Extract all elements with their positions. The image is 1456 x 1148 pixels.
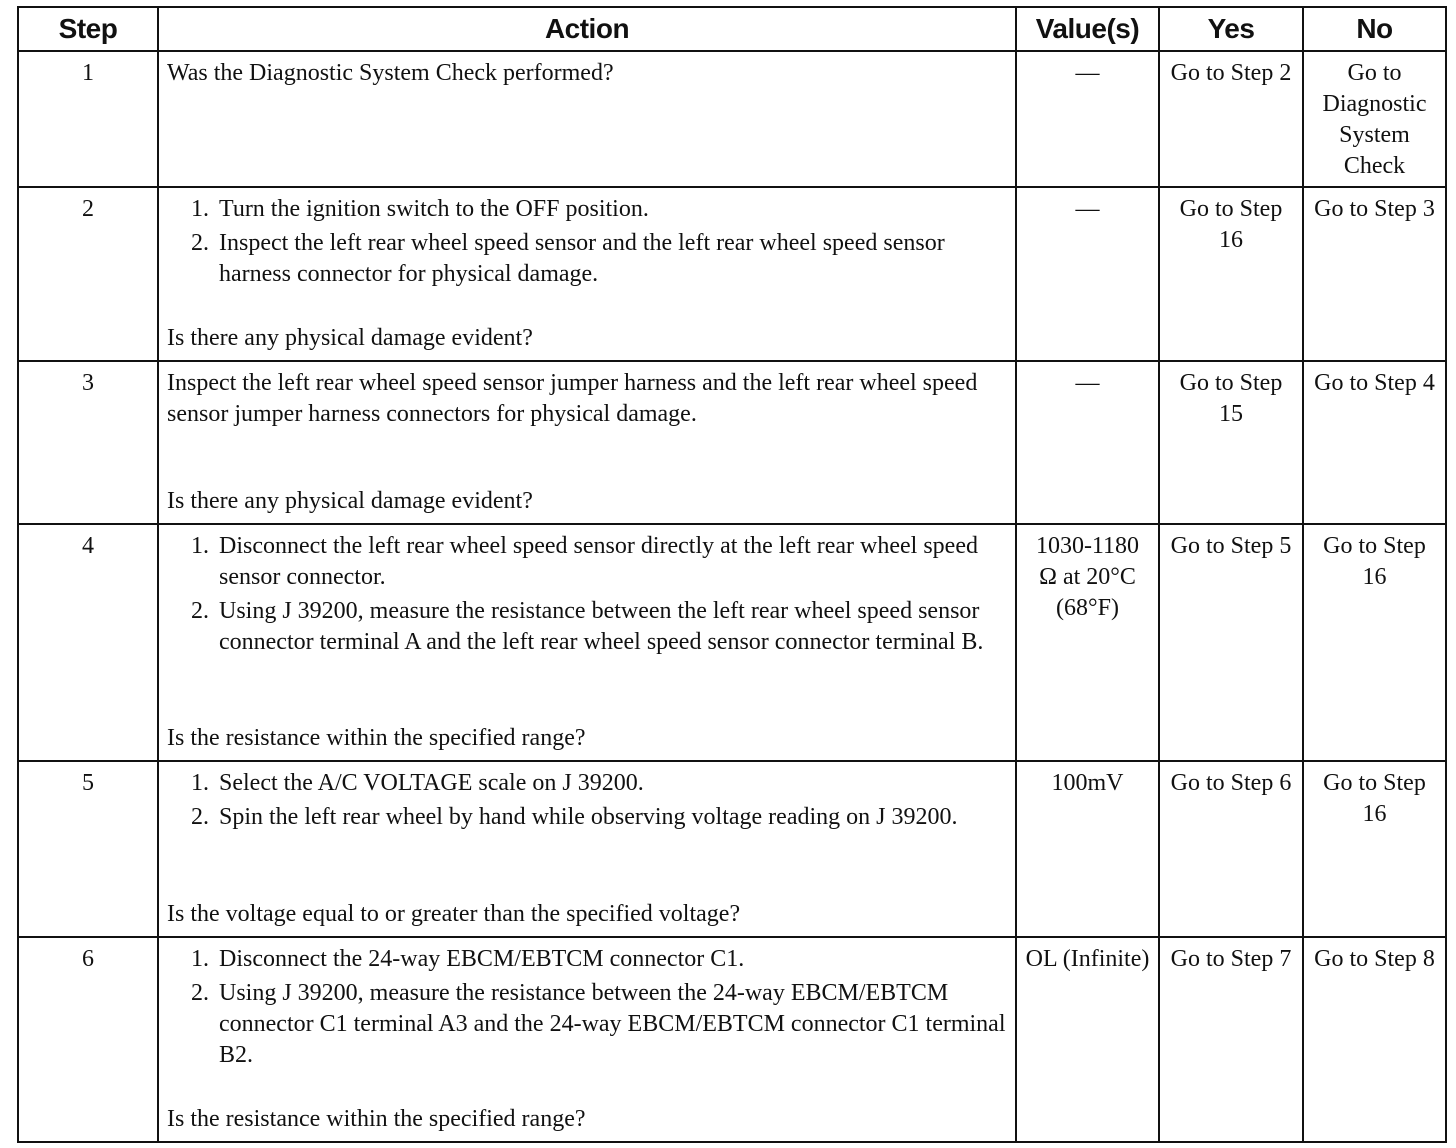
action-cell (158, 187, 1016, 361)
instruction-list (167, 531, 1007, 658)
instruction-number: 1. (191, 196, 209, 222)
header-step: Step (18, 7, 158, 51)
table-row (18, 524, 1446, 761)
value-cell: 100mV (1016, 761, 1159, 937)
action-question: Is there any physical damage evident? (167, 325, 533, 351)
step-number: 5 (18, 761, 158, 937)
yes-cell: Go to Step 16 (1159, 187, 1303, 361)
action-cell (158, 524, 1016, 761)
header-action: Action (158, 7, 1016, 51)
action-instructions (167, 368, 1007, 430)
header-yes: Yes (1159, 7, 1303, 51)
yes-cell: Go to Step 15 (1159, 361, 1303, 524)
action-cell (158, 937, 1016, 1142)
step-number: 2 (18, 187, 158, 361)
instruction-text: Select the A/C VOLTAGE scale on J 39200. (219, 770, 644, 796)
instruction-text: Turn the ignition switch to the OFF position. (219, 196, 649, 222)
yes-cell: Go to Step 6 (1159, 761, 1303, 937)
table-row (18, 761, 1446, 937)
table-row (18, 361, 1446, 524)
instruction-number: 2. (191, 804, 209, 830)
instruction-text: Using J 39200, measure the resistance between the left rear wheel speed sensor connector terminal A and the left rear wheel speed sensor connector terminal B. (219, 598, 984, 655)
action-content (167, 944, 1007, 1135)
action-instructions (167, 768, 1007, 836)
instruction-number: 1. (191, 946, 209, 972)
instruction-list (167, 194, 1007, 290)
step-number: 6 (18, 937, 158, 1142)
instruction-item (191, 194, 1007, 225)
action-question: Is the resistance within the specified range? (167, 1106, 586, 1132)
no-cell: Go to Step 16 (1303, 524, 1446, 761)
instruction-text: Disconnect the 24-way EBCM/EBTCM connector C1. (219, 946, 745, 972)
header-value: Value(s) (1016, 7, 1159, 51)
no-cell: Go to Diagnostic System Check (1303, 51, 1446, 187)
instruction-item (191, 596, 1007, 658)
action-content (167, 368, 1007, 517)
action-cell (158, 51, 1016, 187)
diagnostic-table (17, 6, 1447, 1143)
instruction-item (191, 978, 1007, 1071)
no-cell: Go to Step 4 (1303, 361, 1446, 524)
action-instructions (167, 944, 1007, 1074)
instruction-text: Spin the left rear wheel by hand while observing voltage reading on J 39200. (219, 804, 958, 830)
table-row (18, 51, 1446, 187)
instruction-list (167, 768, 1007, 833)
action-content (167, 768, 1007, 930)
instruction-list (167, 944, 1007, 1071)
yes-cell: Go to Step 5 (1159, 524, 1303, 761)
action-content (167, 531, 1007, 754)
action-content (167, 58, 1007, 177)
instruction-number: 1. (191, 770, 209, 796)
action-cell (158, 361, 1016, 524)
no-cell: Go to Step 8 (1303, 937, 1446, 1142)
action-question: Was the Diagnostic System Check performed? (167, 60, 614, 86)
instruction-item (191, 768, 1007, 799)
action-content (167, 194, 1007, 354)
instruction-number: 2. (191, 230, 209, 256)
action-cell (158, 761, 1016, 937)
no-cell: Go to Step 16 (1303, 761, 1446, 937)
action-instructions (167, 531, 1007, 661)
instruction-text: Inspect the left rear wheel speed sensor and the left rear wheel speed sensor harness connector for physical damage. (219, 230, 945, 287)
instruction-number: 1. (191, 533, 209, 559)
step-number: 1 (18, 51, 158, 187)
instruction-item (191, 228, 1007, 290)
instruction-text: Disconnect the left rear wheel speed sensor directly at the left rear wheel speed sensor connector. (219, 533, 978, 590)
value-cell: — (1016, 51, 1159, 187)
action-question: Is the resistance within the specified range? (167, 725, 586, 751)
no-cell: Go to Step 3 (1303, 187, 1446, 361)
action-instructions (167, 58, 1007, 89)
table-row (18, 937, 1446, 1142)
table-body (18, 51, 1446, 1142)
instruction-number: 2. (191, 980, 209, 1006)
instruction-item (191, 802, 1007, 833)
yes-cell: Go to Step 7 (1159, 937, 1303, 1142)
value-cell: — (1016, 187, 1159, 361)
value-cell: — (1016, 361, 1159, 524)
instruction-item (191, 531, 1007, 593)
step-number: 3 (18, 361, 158, 524)
step-number: 4 (18, 524, 158, 761)
instruction-text: Using J 39200, measure the resistance between the 24-way EBCM/EBTCM connector C1 terminal A3 and the 24-way EBCM/EBTCM connector C1 terminal B2. (219, 980, 1006, 1068)
action-text: Inspect the left rear wheel speed sensor jumper harness and the left rear wheel speed sensor jumper harness connectors for physical damage. (167, 370, 978, 427)
instruction-item (191, 944, 1007, 975)
value-cell: 1030-1180 Ω at 20°C (68°F) (1016, 524, 1159, 761)
action-question: Is the voltage equal to or greater than the specified voltage? (167, 901, 741, 927)
table-row (18, 187, 1446, 361)
instruction-number: 2. (191, 598, 209, 624)
action-question: Is there any physical damage evident? (167, 488, 533, 514)
action-instructions (167, 194, 1007, 293)
value-cell: OL (Infinite) (1016, 937, 1159, 1142)
yes-cell: Go to Step 2 (1159, 51, 1303, 187)
header-no: No (1303, 7, 1446, 51)
header-row (18, 7, 1446, 51)
